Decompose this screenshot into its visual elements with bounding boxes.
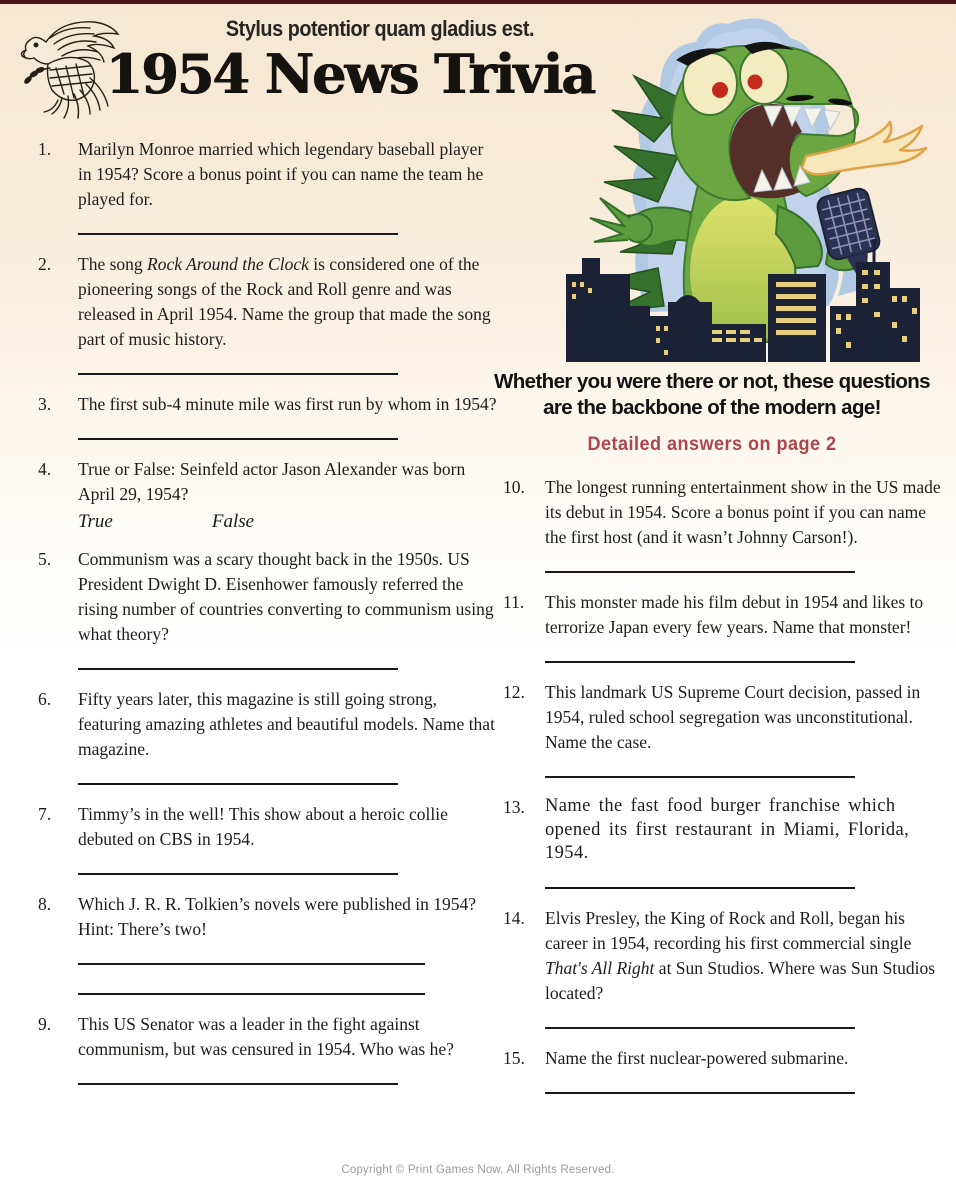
question-number: 10. [503,477,525,497]
question [497,475,945,550]
question-number: 1. [38,139,52,159]
question-number: 12. [503,682,525,702]
questions-column-left [20,137,498,1102]
question-number: 3. [38,394,52,414]
true-false-options [78,509,498,534]
question-block [497,590,945,663]
latin-motto: Stylus potentior quam gladius est. [225,16,535,41]
question-text: This monster made his film debut in 1954 and likes to terrorize Japan every few years. Name that monster! [545,592,924,637]
answers-note: Detailed answers on page 2 [587,434,837,455]
question-block [20,137,498,235]
question-number: 14. [503,907,525,928]
question-text: The longest running entertainment show in the US made its debut in 1954. Score a bonus point if you can name the first host (and it wasn’t Johnny Carson!). [545,477,941,547]
question [497,590,945,640]
answer-blank-line [78,438,398,440]
question-text: True or False: Seinfeld actor Jason Alexander was born April 29, 1954? [78,459,466,504]
answer-blank-line [78,1083,398,1085]
question-number: 15. [503,1047,525,1068]
question [20,547,498,647]
question-block [20,457,498,534]
question-text: Fifty years later, this magazine is still going strong, featuring amazing athletes and beautiful models. Name that magazine. [78,689,495,759]
question-text: Marilyn Monroe married which legendary baseball player in 1954? Score a bonus point if you can name the team he played for. [78,139,484,209]
question-number: 5. [38,549,52,569]
false-option: False [211,511,255,532]
top-accent-bar [0,0,956,4]
monster-illustration [538,6,928,362]
question-block [20,687,498,785]
answer-blank-line [545,1092,855,1094]
question-text: Timmy’s in the well! This show about a heroic collie debuted on CBS in 1954. [78,804,448,849]
question-block [20,802,498,875]
answer-blank-line [545,1027,855,1029]
question [20,892,498,942]
question [497,1046,945,1071]
monster-head [672,42,859,200]
question-number: 4. [38,459,52,479]
answer-blank-line [78,873,398,875]
page-title: 1954 News Trivia [105,42,595,106]
question-text: Elvis Presley, the King of Rock and Roll, began his career in 1954, recording his first commercial single That's All Right at Sun Studios. Where was Sun Studios located? [545,907,936,1003]
answer-blank-line [78,993,425,995]
question-number: 7. [38,804,52,824]
question [20,137,498,212]
copyright-notice: Copyright © Print Games Now. All Rights Reserved. [341,1164,615,1176]
question [20,392,498,417]
question [497,795,945,866]
true-option: True [78,511,113,532]
question-block [497,680,945,778]
question-block [20,547,498,670]
question-block [497,906,945,1029]
question-number: 8. [38,894,52,914]
question-block [497,475,945,573]
answer-blank-line [545,776,855,778]
answer-blank-line [545,571,855,573]
question-text: The first sub-4 minute mile was first run by whom in 1954? [78,394,497,414]
answer-blank-line [78,233,398,235]
answer-blank-line [78,373,398,375]
question [20,687,498,762]
questions-column-right [497,475,945,1111]
question-block [497,795,945,889]
answer-blank-line [78,783,398,785]
question-number: 11. [503,592,525,612]
intro-line-2: are the backbone of the modern age! [543,396,881,419]
question-text: Communism was a scary thought back in the 1950s. US President Dwight D. Eisenhower famously referred the rising number of countries converting to communism using what theory? [78,549,494,644]
question [497,906,945,1006]
question-block [20,1012,498,1085]
answer-blank-line [78,963,425,965]
question-text: The song Rock Around the Clock is considered one of the pioneering songs of the Rock and Roll genre and was released in April 1954. Name the group that made the song part of music history. [78,254,491,349]
question-number: 6. [38,689,52,709]
question-text: This US Senator was a leader in the fight against communism, but was censured in 1954. Who was he? [78,1014,454,1059]
question [20,252,498,352]
question-block [497,1046,945,1094]
question-block [20,392,498,440]
answer-blank-line [545,887,855,889]
question-block [20,252,498,375]
question-text: Name the fast food burger franchise which opened its first restaurant in Miami, Florida, 1954. [545,796,910,863]
answer-blank-line [78,668,398,670]
question [497,680,945,755]
question-block [20,892,498,995]
question-number: 13. [503,797,525,817]
question [20,457,498,507]
question-text: This landmark US Supreme Court decision, passed in 1954, ruled school segregation was unconstitutional. Name the case. [545,682,921,752]
intro-blurb [488,369,936,421]
question-number: 2. [38,254,52,274]
intro-line-1: Whether you were there or not, these questions [493,370,930,393]
question-number: 9. [38,1014,52,1034]
question [20,1012,498,1062]
question-text: Which J. R. R. Tolkien’s novels were published in 1954? Hint: There’s two! [78,894,476,939]
answer-blank-line [545,661,855,663]
question-text: Name the first nuclear-powered submarine. [545,1047,849,1068]
question [20,802,498,852]
